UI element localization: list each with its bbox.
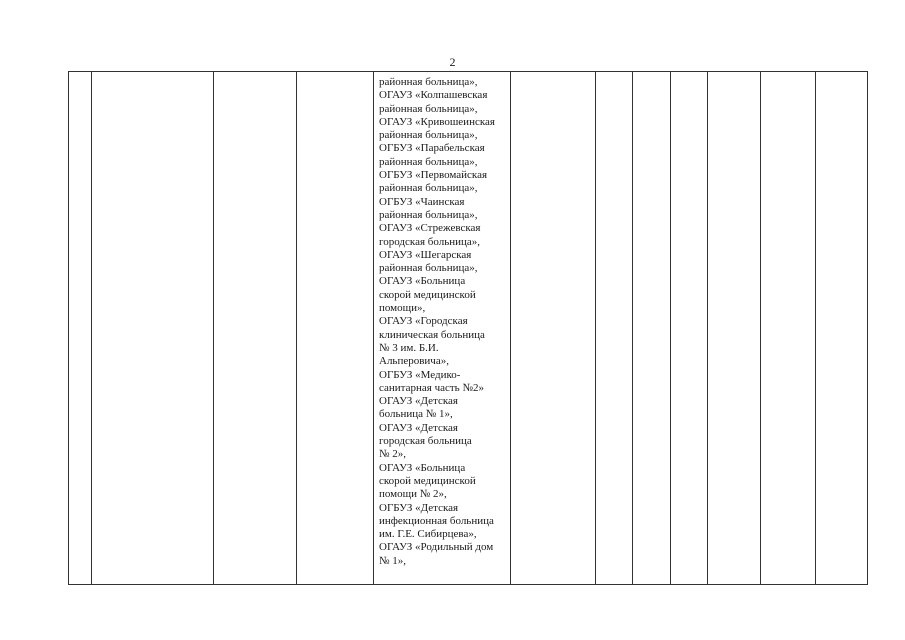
institution-line: ОГАУЗ «Родильный дом: [379, 541, 494, 554]
column-divider: [670, 72, 671, 584]
column-divider: [815, 72, 816, 584]
institution-line: № 3 им. Б.И.: [379, 341, 439, 354]
institution-line: ОГАУЗ «Кривошеинская: [379, 115, 495, 128]
column-divider: [296, 72, 297, 584]
institutions-cell: [379, 76, 513, 568]
column-divider: [91, 72, 92, 584]
column-divider: [632, 72, 633, 584]
institution-line: ОГАУЗ «Больница: [379, 461, 466, 474]
institution-line: районная больница»,: [379, 182, 478, 195]
institution-line: ОГАУЗ «Городская: [379, 315, 468, 328]
institution-line: ОГБУЗ «Первомайская: [379, 169, 488, 182]
institution-line: районная больница»,: [379, 129, 478, 142]
institution-line: районная больница»,: [379, 76, 478, 88]
column-divider: [595, 72, 596, 584]
institution-line: ОГАУЗ «Шегарская: [379, 248, 472, 261]
document-table: [68, 71, 868, 585]
institution-line: помощи»,: [379, 302, 426, 315]
institution-line: клиническая больница: [379, 328, 485, 341]
institution-line: ОГБУЗ «Медико-: [379, 368, 461, 381]
institution-line: районная больница»,: [379, 262, 478, 275]
institution-line: скорой медицинской: [379, 288, 476, 301]
institution-line: им. Г.Е. Сибирцева»,: [379, 528, 477, 541]
institution-line: № 2»,: [379, 448, 406, 461]
column-divider: [760, 72, 761, 584]
column-divider: [707, 72, 708, 584]
institution-line: больница № 1»,: [379, 408, 453, 421]
column-divider: [213, 72, 214, 584]
institution-line: ОГАУЗ «Детская: [379, 395, 458, 408]
institution-line: скорой медицинской: [379, 474, 476, 487]
page-number: 2: [449, 55, 456, 69]
institution-line: ОГАУЗ «Колпашевская: [379, 89, 488, 102]
institution-line: районная больница»,: [379, 208, 478, 221]
institution-line: помощи № 2»,: [379, 488, 447, 501]
column-divider: [373, 72, 374, 584]
institution-line: районная больница»,: [379, 102, 478, 115]
institution-line: городская больница: [379, 435, 472, 448]
institution-line: Альперовича»,: [379, 355, 449, 368]
institution-line: ОГАУЗ «Больница: [379, 275, 466, 288]
institution-line: ОГАУЗ «Стрежевская: [379, 222, 481, 235]
institution-line: городская больница»,: [379, 235, 481, 248]
institution-line: ОГБУЗ «Чаинская: [379, 195, 465, 208]
institution-line: ОГБУЗ «Детская: [379, 501, 459, 514]
institution-line: ОГАУЗ «Детская: [379, 421, 458, 434]
institution-line: районная больница»,: [379, 155, 478, 168]
institution-line: инфекционная больница: [379, 514, 494, 527]
institution-line: № 1»,: [379, 554, 406, 567]
institution-line: ОГБУЗ «Парабельская: [379, 142, 485, 155]
institution-line: санитарная часть №2»: [379, 381, 484, 394]
